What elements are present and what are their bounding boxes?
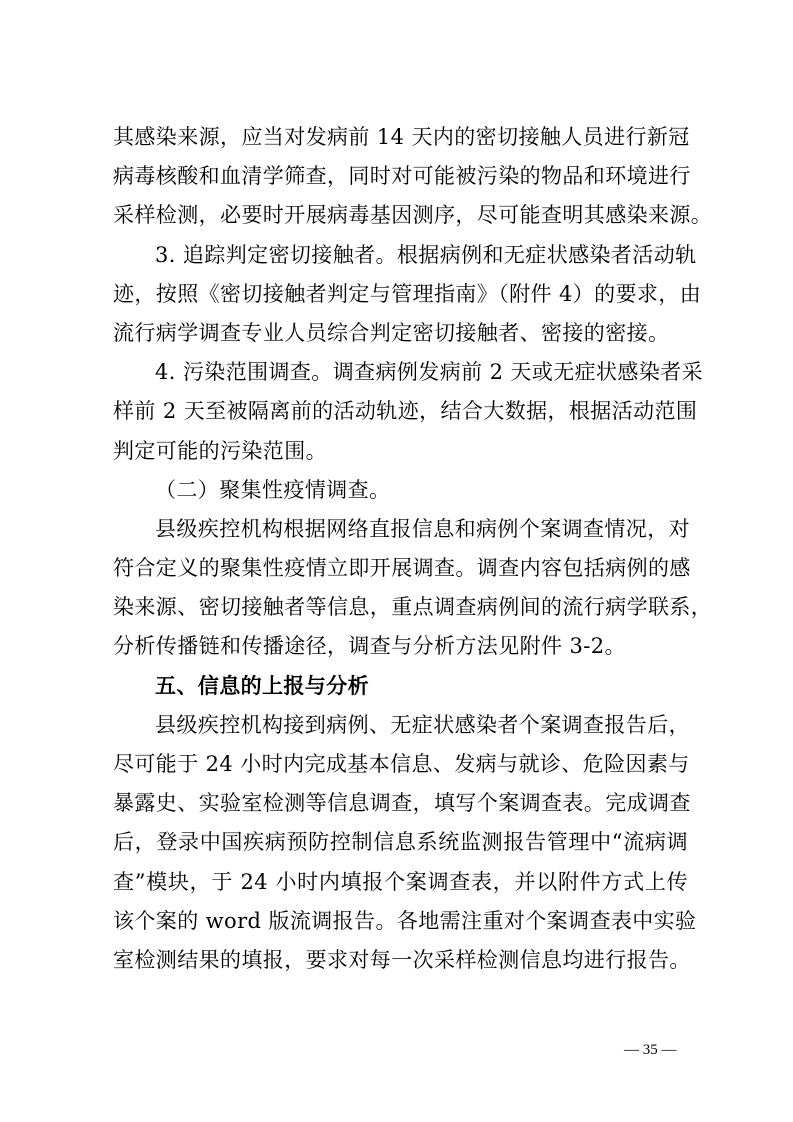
document-body: [113, 118, 713, 980]
paragraph-line: 采样检测，必要时开展病毒基因测序，尽可能查明其感染来源。: [113, 203, 713, 228]
paragraph-line: 流行病学调查专业人员综合判定密切接触者、密接的密接。: [113, 320, 670, 345]
paragraph-line: 迹，按照《密切接触者判定与管理指南》（附件 4）的要求，由: [113, 281, 702, 306]
paragraph-line: 4. 污染范围调查。调查病例发病前 2 天或无症状感染者采: [155, 360, 704, 385]
paragraph-line: 符合定义的聚集性疫情立即开展调查。调查内容包括病例的感: [113, 556, 691, 581]
paragraph-line: 县级疾控机构根据网络直报信息和病例个案调查情况，对: [155, 516, 690, 541]
paragraph-line: 其感染来源，应当对发病前 14 天内的密切接触人员进行新冠: [113, 125, 690, 149]
paragraph-line: 该个案的 word 版流调报告。各地需注重对个案调查表中实验: [113, 908, 697, 933]
paragraph-line: 3. 追踪判定密切接触者。根据病例和无症状感染者活动轨: [155, 242, 697, 267]
paragraph-line: 暴露史、实验室检测等信息调查，填写个案调查表。完成调查: [113, 791, 691, 816]
paragraph-line: 样前 2 天至被隔离前的活动轨迹，结合大数据，根据活动范围: [113, 399, 698, 424]
paragraph-line: 县级疾控机构接到病例、无症状感染者个案调查报告后，: [155, 712, 690, 737]
paragraph-line: 染来源、密切接触者等信息，重点调查病例间的流行病学联系，: [113, 595, 713, 620]
paragraph-line: 查”模块，于 24 小时内填报个案调查表，并以附件方式上传: [113, 869, 688, 894]
paragraph-line: 尽可能于 24 小时内完成基本信息、发病与就诊、危险因素与: [113, 752, 690, 776]
section-heading: 五、信息的上报与分析: [155, 673, 369, 698]
paragraph-line: 后，登录中国疾病预防控制信息系统监测报告管理中“流病调: [113, 830, 688, 855]
paragraph-line: 室检测结果的填报，要求对每一次采样检测信息均进行报告。: [113, 947, 691, 972]
page-number: — 35 —: [624, 1042, 677, 1058]
paragraph-line: 分析传播链和传播途径，调查与分析方法见附件 3-2。: [113, 634, 626, 659]
paragraph-line: 病毒核酸和血清学筛查，同时对可能被污染的物品和环境进行: [113, 164, 691, 189]
paragraph-line: 判定可能的污染范围。: [113, 438, 327, 463]
subsection-heading: （二）聚集性疫情调查。: [155, 477, 391, 502]
